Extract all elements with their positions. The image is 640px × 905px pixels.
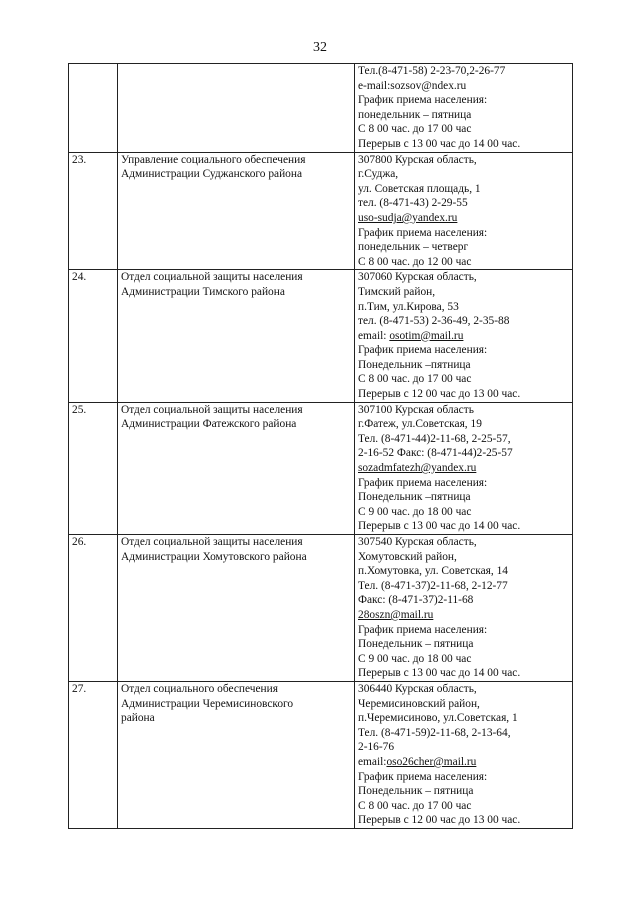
organization-name-line: района xyxy=(121,712,155,725)
address-line: 307100 Курская область xyxy=(358,403,474,416)
contact-info xyxy=(355,64,573,153)
schedule-title: График приема населения: xyxy=(358,770,488,783)
email-text: email: osotim@mail.ru xyxy=(358,329,464,342)
schedule-title: График приема населения: xyxy=(358,94,488,107)
schedule-break: Перерыв с 12 00 час до 13 00 час. xyxy=(358,388,521,401)
table-row xyxy=(69,64,573,153)
schedule-title: График приема населения: xyxy=(358,344,488,357)
table-row xyxy=(69,270,573,402)
contact-info xyxy=(355,402,573,534)
organization-name-line: Администрации Черемисиновского xyxy=(121,697,294,710)
phone-text: Тел. (8-471-44)2-11-68, 2-25-57, xyxy=(358,432,511,445)
email-link[interactable]: oso26cher@mail.ru xyxy=(386,755,477,768)
address-line: 306440 Курская область, xyxy=(358,682,477,695)
schedule-days: Понедельник –пятница xyxy=(358,491,471,504)
schedule-hours: С 8 00 час. до 12 00 час xyxy=(358,255,472,268)
address-line: Тимский район, xyxy=(358,285,436,298)
contacts-table xyxy=(68,63,573,829)
address-line: Хомутовский район, xyxy=(358,550,457,563)
organization-name-line: Отдел социального обеспечения xyxy=(121,682,278,695)
organization-name-line: Администрации Хомутовского района xyxy=(121,550,307,563)
table-row xyxy=(69,535,573,682)
schedule-break: Перерыв с 13 00 час до 14 00 час. xyxy=(358,667,521,680)
email-link[interactable]: 28oszn@mail.ru xyxy=(358,608,434,621)
schedule-title: График приема населения: xyxy=(358,476,488,489)
schedule-days: Понедельник – пятница xyxy=(358,638,474,651)
organization-name xyxy=(118,681,355,828)
schedule-hours: С 8 00 час. до 17 00 час xyxy=(358,799,472,812)
row-number: 24. xyxy=(69,270,118,402)
address-line: 307540 Курская область, xyxy=(358,536,477,548)
organization-name-line: Администрации Суджанского района xyxy=(121,168,303,181)
organization-name xyxy=(118,152,355,270)
address-line: ул. Советская площадь, 1 xyxy=(358,182,481,195)
schedule-break: Перерыв с 13 00 час до 14 00 час. xyxy=(358,520,521,533)
schedule-title: График приема населения: xyxy=(358,623,488,636)
email-link[interactable]: uso-sudja@yandex.ru xyxy=(358,211,458,224)
phone-text: 2-16-76 xyxy=(358,741,395,754)
organization-name-line: Отдел социальной защиты населения xyxy=(121,536,303,548)
address-line: 307060 Курская область, xyxy=(358,271,477,284)
address-line: 307800 Курская область, xyxy=(358,153,477,166)
address-line: п.Черемисиново, ул.Советская, 1 xyxy=(358,712,518,725)
phone-fax-text: 2-16-52 Факс: (8-471-44)2-25-57 xyxy=(358,447,513,460)
table-row xyxy=(69,152,573,270)
organization-name-line: Управление социального обеспечения xyxy=(121,153,306,166)
organization-name xyxy=(118,535,355,682)
organization-name-line: Отдел социальной защиты населения xyxy=(121,403,303,416)
row-number: 23. xyxy=(69,152,118,270)
page-number: 32 xyxy=(313,40,327,55)
schedule-days: понедельник – четверг xyxy=(358,241,469,254)
schedule-break: Перерыв с 13 00 час до 14 00 час. xyxy=(358,137,521,150)
email-text: email:oso26cher@mail.ru xyxy=(358,755,477,768)
schedule-days: понедельник – пятница xyxy=(358,108,472,121)
schedule-hours: С 9 00 час. до 18 00 час xyxy=(358,652,472,665)
row-number: 25. xyxy=(69,402,118,534)
schedule-hours: С 8 00 час. до 17 00 час xyxy=(358,373,472,386)
organization-name-line: Администрации Тимского района xyxy=(121,285,285,298)
organization-name-line: Отдел социальной защиты населения xyxy=(121,271,303,284)
phone-text: Тел. (8-471-37)2-11-68, 2-12-77 xyxy=(358,579,508,592)
address-line: Черемисиновский район, xyxy=(358,697,480,710)
table-row xyxy=(69,681,573,828)
phone-text: Тел.(8-471-58) 2-23-70,2-26-77 xyxy=(358,65,506,77)
organization-name xyxy=(118,402,355,534)
organization-name xyxy=(118,270,355,402)
phone-text: тел. (8-471-43) 2-29-55 xyxy=(358,197,468,210)
row-number: 26. xyxy=(69,535,118,682)
address-line: г.Суджа, xyxy=(358,168,399,181)
phone-text: Тел. (8-471-59)2-11-68, 2-13-64, xyxy=(358,726,511,739)
address-line: п.Хомутовка, ул. Советская, 14 xyxy=(358,565,508,578)
row-number xyxy=(69,64,118,153)
organization-name xyxy=(118,64,355,153)
contact-info xyxy=(355,270,573,402)
organization-name-line: Администрации Фатежского района xyxy=(121,418,297,431)
schedule-days: Понедельник – пятница xyxy=(358,785,474,798)
address-line: г.Фатеж, ул.Советская, 19 xyxy=(358,418,482,431)
contact-info xyxy=(355,681,573,828)
schedule-days: Понедельник –пятница xyxy=(358,358,471,371)
schedule-hours: С 9 00 час. до 18 00 час xyxy=(358,505,472,518)
contact-info xyxy=(355,152,573,270)
schedule-title: График приема населения: xyxy=(358,226,488,239)
row-number: 27. xyxy=(69,681,118,828)
phone-text: тел. (8-471-53) 2-36-49, 2-35-88 xyxy=(358,315,510,328)
email-link[interactable]: osotim@mail.ru xyxy=(389,329,464,342)
contact-info xyxy=(355,535,573,682)
fax-text: Факс: (8-471-37)2-11-68 xyxy=(358,594,474,607)
schedule-hours: С 8 00 час. до 17 00 час xyxy=(358,123,472,136)
table-row xyxy=(69,402,573,534)
email-link[interactable]: sozadmfatezh@yandex.ru xyxy=(358,462,477,475)
schedule-break: Перерыв с 12 00 час до 13 00 час. xyxy=(358,814,521,827)
email-text: e-mail:sozsov@ndex.ru xyxy=(358,79,467,92)
address-line: п.Тим, ул.Кирова, 53 xyxy=(358,300,459,313)
